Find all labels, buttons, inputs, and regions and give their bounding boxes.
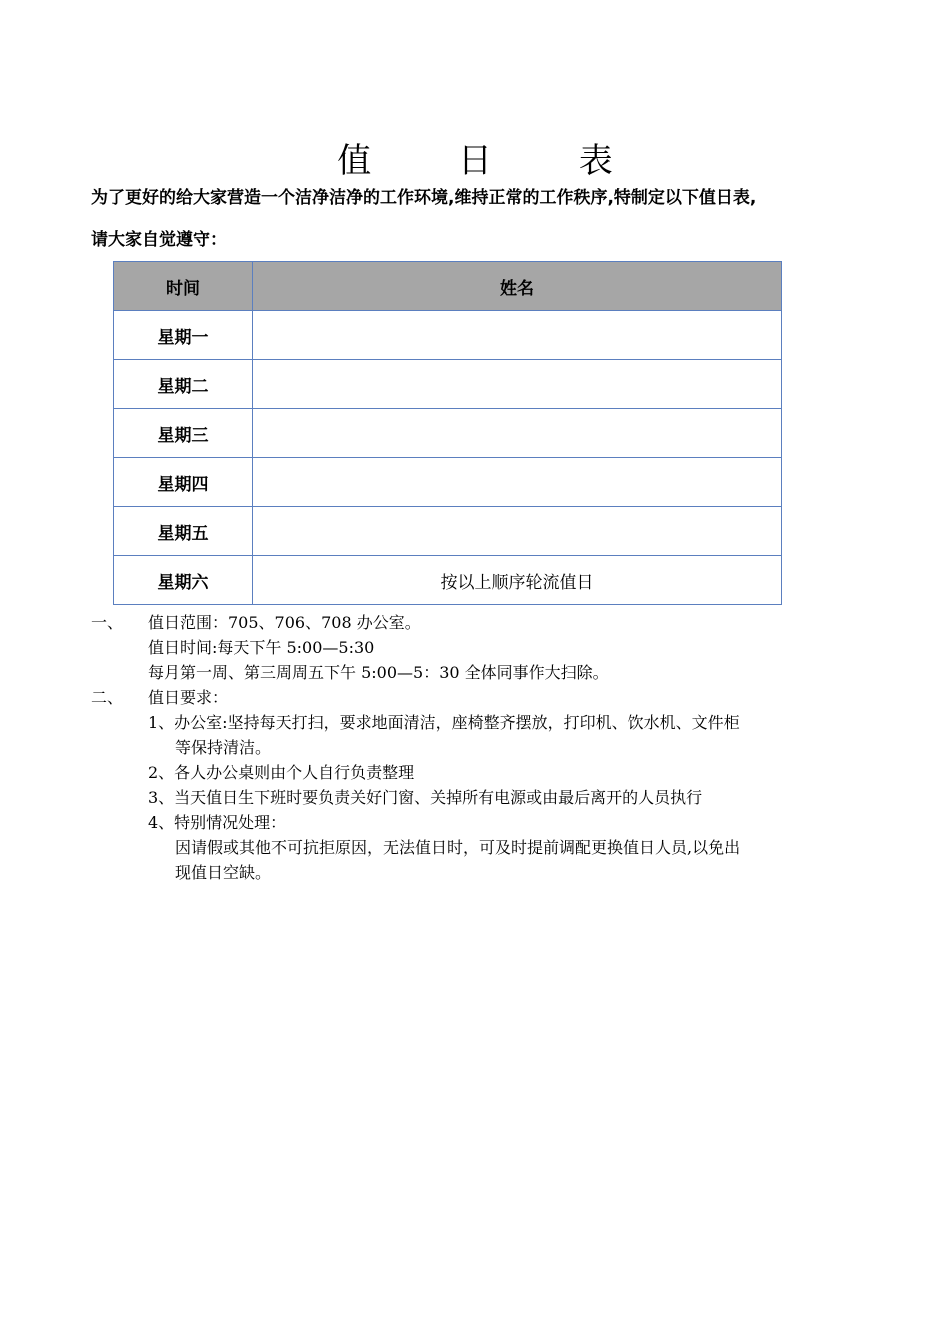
name-cell bbox=[253, 311, 782, 360]
page-title: 值 日 表 bbox=[337, 141, 651, 181]
day-cell: 星期三 bbox=[114, 409, 253, 458]
day-cell: 星期四 bbox=[114, 458, 253, 507]
section-2-heading bbox=[91, 685, 881, 710]
section-1-heading bbox=[91, 610, 881, 635]
special-case-line bbox=[91, 860, 881, 885]
name-cell bbox=[253, 507, 782, 556]
rules-section bbox=[91, 610, 881, 885]
table-row bbox=[114, 458, 782, 507]
table-row bbox=[114, 409, 782, 458]
section-1-line bbox=[91, 660, 881, 685]
cleanup-text: 每月第一周、第三周周五下午 5:00—5：30 全体同事作大扫除。 bbox=[148, 663, 609, 682]
section-1-line bbox=[91, 635, 881, 660]
name-cell bbox=[253, 409, 782, 458]
header-time: 时间 bbox=[114, 262, 253, 311]
day-cell: 星期五 bbox=[114, 507, 253, 556]
requirement-text: 3、当天值日生下班时要负责关好门窗、关掉所有电源或由最后离开的人员执行 bbox=[148, 788, 703, 807]
name-cell bbox=[253, 458, 782, 507]
name-cell bbox=[253, 360, 782, 409]
section-1-marker: 一、 bbox=[91, 613, 124, 632]
header-name: 姓名 bbox=[253, 262, 782, 311]
special-case-text: 因请假或其他不可抗拒原因，无法值日时，可及时提前调配更换值日人员,以免出 bbox=[175, 838, 741, 857]
duty-time-text: 值日时间:每天下午 5:00—5:30 bbox=[148, 638, 375, 657]
table-row bbox=[114, 556, 782, 605]
requirement-item bbox=[91, 760, 881, 785]
requirement-item bbox=[91, 710, 881, 735]
table-header-row bbox=[114, 262, 782, 311]
section-2-title: 值日要求： bbox=[148, 688, 229, 707]
requirement-text: 2、各人办公桌则由个人自行负责整理 bbox=[148, 763, 415, 782]
section-1-title: 值日范围：705、706、708 办公室。 bbox=[148, 613, 421, 632]
section-2-marker: 二、 bbox=[91, 688, 124, 707]
special-case-line bbox=[91, 835, 881, 860]
table-row bbox=[114, 360, 782, 409]
requirement-text: 4、特别情况处理： bbox=[148, 813, 287, 832]
intro-line-1: 为了更好的给大家营造一个洁净洁净的工作环境,维持正常的工作秩序,特制定以下值日表, bbox=[91, 188, 757, 208]
requirement-text: 1、办公室:坚持每天打扫，要求地面清洁，座椅整齐摆放，打印机、饮水机、文件柜 bbox=[148, 713, 740, 732]
requirement-item bbox=[91, 810, 881, 835]
day-cell: 星期一 bbox=[114, 311, 253, 360]
duty-table bbox=[113, 261, 782, 605]
requirement-item bbox=[91, 785, 881, 810]
day-cell: 星期二 bbox=[114, 360, 253, 409]
intro-line-2: 请大家自觉遵守： bbox=[91, 230, 227, 250]
table-row bbox=[114, 311, 782, 360]
table-row bbox=[114, 507, 782, 556]
requirement-text: 等保持清洁。 bbox=[175, 738, 272, 757]
day-cell: 星期六 bbox=[114, 556, 253, 605]
special-case-text: 现值日空缺。 bbox=[175, 863, 272, 882]
name-cell: 按以上顺序轮流值日 bbox=[253, 556, 782, 605]
requirement-item-continued bbox=[91, 735, 881, 760]
